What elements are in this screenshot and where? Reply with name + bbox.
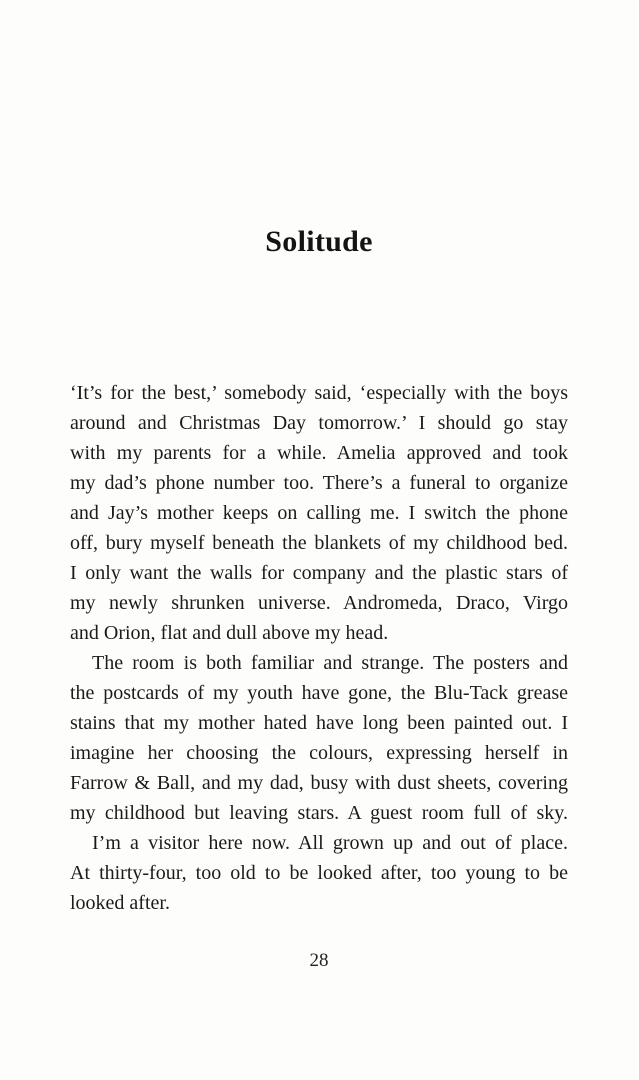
text-line: I’m a visitor here now. All grown up and out of place. xyxy=(92,832,568,854)
text-line: imagine her choosing the colours, expressing herself in xyxy=(70,742,568,764)
page-number: 28 xyxy=(309,950,329,971)
text-line: stains that my mother hated have long been painted out. I xyxy=(70,712,568,734)
paragraph xyxy=(70,378,568,648)
text-line: ‘It’s for the best,’ somebody said, ‘especially with the boys xyxy=(70,382,568,404)
chapter-title: Solitude xyxy=(265,225,373,258)
paragraph xyxy=(70,828,568,918)
text-line: my childhood but leaving stars. A guest room full of sky. xyxy=(70,802,568,824)
text-line: and Jay’s mother keeps on calling me. I switch the phone xyxy=(70,502,568,524)
text-line: around and Christmas Day tomorrow.’ I should go stay xyxy=(70,412,568,434)
text-line: looked after. xyxy=(70,892,170,914)
text-line: my newly shrunken universe. Andromeda, Draco, Virgo xyxy=(70,592,568,614)
paragraph xyxy=(70,648,568,828)
text-line: Farrow & Ball, and my dad, busy with dust sheets, covering xyxy=(70,772,568,794)
text-line: and Orion, flat and dull above my head. xyxy=(70,622,389,644)
body-text xyxy=(70,378,568,918)
text-line: The room is both familiar and strange. The posters and xyxy=(92,652,568,674)
text-line: the postcards of my youth have gone, the Blu-Tack grease xyxy=(70,682,568,704)
text-line: I only want the walls for company and the plastic stars of xyxy=(70,562,568,584)
text-line: with my parents for a while. Amelia approved and took xyxy=(70,442,568,464)
text-line: off, bury myself beneath the blankets of my childhood bed. xyxy=(70,532,568,554)
text-line: At thirty-four, too old to be looked after, too young to be xyxy=(70,862,568,884)
text-line: my dad’s phone number too. There’s a funeral to organize xyxy=(70,472,568,494)
